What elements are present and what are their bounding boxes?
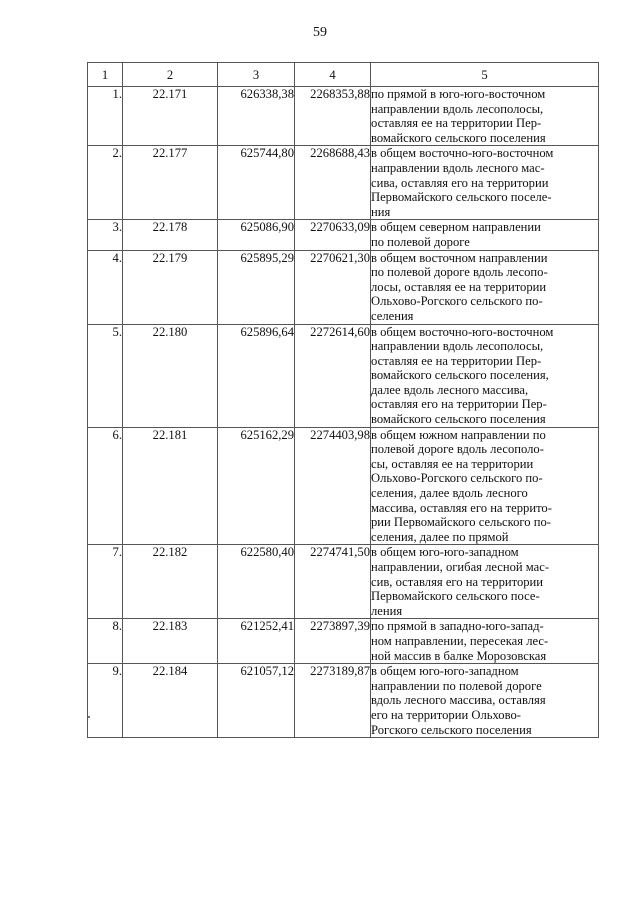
page-number: 59 — [313, 25, 327, 40]
header-col-2: 2 — [123, 63, 218, 87]
coordinate-x: 621057,12 — [218, 664, 295, 738]
table-row — [88, 250, 599, 324]
coordinate-y: 2270621,30 — [295, 250, 371, 324]
table-row — [88, 87, 599, 146]
coordinate-y: 2274403,98 — [295, 427, 371, 545]
row-number: 6. — [88, 427, 123, 545]
coordinate-y: 2274741,50 — [295, 545, 371, 619]
boundary-description: в общем северном направлении по полевой дороге — [371, 220, 599, 250]
table-row — [88, 220, 599, 250]
boundary-description: в общем восточно-юго-восточном направлении вдоль лесного мас- сива, оставляя его на территории Первомайского сельского поселе- ния — [371, 146, 599, 220]
row-number: 4. — [88, 250, 123, 324]
scan-mark — [88, 716, 90, 718]
boundary-table — [87, 62, 599, 738]
coordinate-y: 2268688,43 — [295, 146, 371, 220]
header-col-5: 5 — [371, 63, 599, 87]
coordinate-x: 625086,90 — [218, 220, 295, 250]
row-number: 7. — [88, 545, 123, 619]
point-id: 22.171 — [123, 87, 218, 146]
boundary-description: по прямой в юго-юго-восточном направлении вдоль лесополосы, оставляя ее на территории Пер- вомайского сельского поселения — [371, 87, 599, 146]
coordinate-x: 625744,80 — [218, 146, 295, 220]
table-row — [88, 545, 599, 619]
point-id: 22.179 — [123, 250, 218, 324]
boundary-description: по прямой в западно-юго-запад- ном направлении, пересекая лес- ной массив в балке Морозовская — [371, 619, 599, 664]
coordinate-y: 2270633,09 — [295, 220, 371, 250]
coordinate-x: 625162,29 — [218, 427, 295, 545]
coordinate-x: 625896,64 — [218, 324, 295, 427]
boundary-description: в общем юго-юго-западном направлении по полевой дороге вдоль лесного массива, оставляя его на территории Ольхово- Рогского сельского поселения — [371, 664, 599, 738]
boundary-description: в общем восточном направлении по полевой дороге вдоль лесопо- лосы, оставляя ее на территории Ольхово-Рогского сельского по- селения — [371, 250, 599, 324]
point-id: 22.180 — [123, 324, 218, 427]
coordinate-x: 621252,41 — [218, 619, 295, 664]
point-id: 22.178 — [123, 220, 218, 250]
table-row — [88, 619, 599, 664]
row-number: 8. — [88, 619, 123, 664]
row-number: 1. — [88, 87, 123, 146]
row-number: 3. — [88, 220, 123, 250]
table-row — [88, 324, 599, 427]
boundary-description: в общем восточно-юго-восточном направлении вдоль лесополосы, оставляя ее на территории Пер- вомайского сельского поселения, далее вдоль лесного массива, оставляя его на территории Пер- вомайского сельского поселения — [371, 324, 599, 427]
coordinate-x: 625895,29 — [218, 250, 295, 324]
point-id: 22.184 — [123, 664, 218, 738]
row-number: 2. — [88, 146, 123, 220]
table-body — [88, 87, 599, 738]
point-id: 22.181 — [123, 427, 218, 545]
point-id: 22.183 — [123, 619, 218, 664]
table-row — [88, 664, 599, 738]
boundary-description: в общем юго-юго-западном направлении, огибая лесной мас- сив, оставляя его на территории Первомайского сельского посе- ления — [371, 545, 599, 619]
coordinate-x: 622580,40 — [218, 545, 295, 619]
coordinate-y: 2268353,88 — [295, 87, 371, 146]
coordinate-y: 2273897,39 — [295, 619, 371, 664]
table-row — [88, 146, 599, 220]
header-col-1: 1 — [88, 63, 123, 87]
table-header-row — [88, 63, 599, 87]
header-col-4: 4 — [295, 63, 371, 87]
point-id: 22.182 — [123, 545, 218, 619]
coordinate-y: 2272614,60 — [295, 324, 371, 427]
row-number: 9. — [88, 664, 123, 738]
coordinate-y: 2273189,87 — [295, 664, 371, 738]
row-number: 5. — [88, 324, 123, 427]
coordinate-x: 626338,38 — [218, 87, 295, 146]
point-id: 22.177 — [123, 146, 218, 220]
table-row — [88, 427, 599, 545]
header-col-3: 3 — [218, 63, 295, 87]
boundary-description: в общем южном направлении по полевой дороге вдоль лесополо- сы, оставляя ее на территории Ольхово-Рогского сельского по- селения, далее вдоль лесного массива, оставляя его на террито- рии Первомайского сельского по- селения, далее по прямой — [371, 427, 599, 545]
